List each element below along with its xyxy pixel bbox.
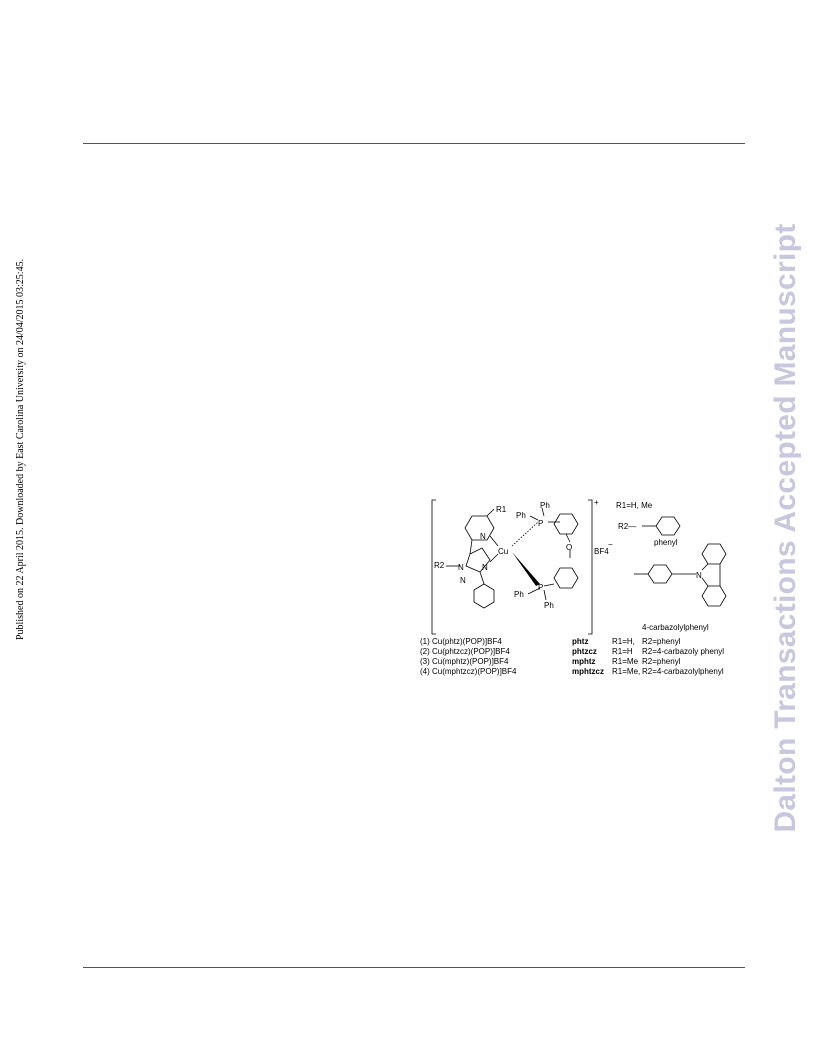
complex-1: (1) Cu(phtz)(POP)]BF4 [420, 637, 502, 646]
structure-drawing [420, 496, 750, 636]
ligand-row [572, 657, 724, 667]
phosphorus-lower-label: P [538, 583, 544, 592]
triazole-n1-label: N [458, 563, 464, 572]
r2-prefix-label: R2— [618, 522, 637, 531]
header-rule [83, 143, 745, 144]
charge-label: + [594, 498, 599, 507]
r1-definition: R1=H, Me [616, 501, 653, 510]
carbazolylphenyl-ring [648, 565, 672, 583]
phenyl-ring [474, 584, 494, 608]
watermark-text: Dalton Transactions Accepted Manuscript [769, 223, 802, 833]
r1-label: R1 [496, 505, 507, 514]
ph-label-1: Ph [516, 511, 526, 520]
complex-4: (4) Cu(mphtzcz)(POP)]BF4 [420, 667, 517, 676]
ligand-r1: R1=H [612, 647, 633, 656]
pop-ring-lower [554, 568, 578, 588]
ligand-r2: R2=phenyl [642, 657, 681, 666]
ph-label-2: Ph [540, 501, 550, 510]
complex-2: (2) Cu(phtzcz)(POP)]BF4 [420, 647, 510, 656]
phenyl-label: phenyl [654, 538, 678, 547]
copper-label: Cu [498, 547, 509, 556]
carbazole-ring-top [702, 544, 726, 564]
triazole-n2-label: N [460, 576, 466, 585]
oxygen-label: O [566, 543, 573, 552]
carbazole-n-label: N [696, 571, 702, 580]
ligand-r2: R2=phenyl [642, 637, 681, 646]
ligand-r1: R1=Me [612, 657, 639, 666]
phosphorus-upper-label: P [538, 519, 544, 528]
side-note-text: Published on 22 April 2015. Downloaded by East Carolina University on 24/04/2015 03:25:45. [15, 258, 26, 640]
ligand-r1: R1=Me, [612, 667, 641, 676]
ligand-r2: R2=4-carbazoly phenyl [642, 647, 725, 656]
footer-rule [83, 967, 745, 968]
carbazolylphenyl-label: 4-carbazolylphenyl [642, 623, 709, 632]
complex-3: (3) Cu(mphtz)(POP)]BF4 [420, 657, 509, 666]
triazole-n3-label: N [482, 563, 488, 572]
carbazole-ring-bottom [702, 586, 726, 606]
r2-label: R2 [434, 561, 445, 570]
ph-label-3: Ph [514, 590, 524, 599]
pyridine-n-label: N [480, 532, 486, 541]
ph-label-4: Ph [544, 601, 554, 610]
ligand-r2: R2=4-carbazolylphenyl [642, 667, 724, 676]
ligand-name: mphtz [572, 657, 596, 666]
ligand-list [572, 637, 724, 677]
ligand-name: mphtzcz [572, 667, 604, 676]
ligand-row [572, 647, 724, 657]
phenyl-substituent-ring [656, 517, 680, 535]
right-bracket [588, 500, 592, 634]
ligand-row [572, 667, 724, 677]
complex-list [420, 637, 516, 677]
counterion-charge-label: − [608, 540, 613, 549]
ligand-r1: R1=H, [612, 637, 635, 646]
ligand-name: phtz [572, 637, 589, 646]
ligand-row [572, 637, 724, 647]
counterion-label: BF4 [594, 547, 609, 556]
ligand-name: phtzcz [572, 647, 597, 656]
pop-ring-upper [554, 514, 578, 534]
